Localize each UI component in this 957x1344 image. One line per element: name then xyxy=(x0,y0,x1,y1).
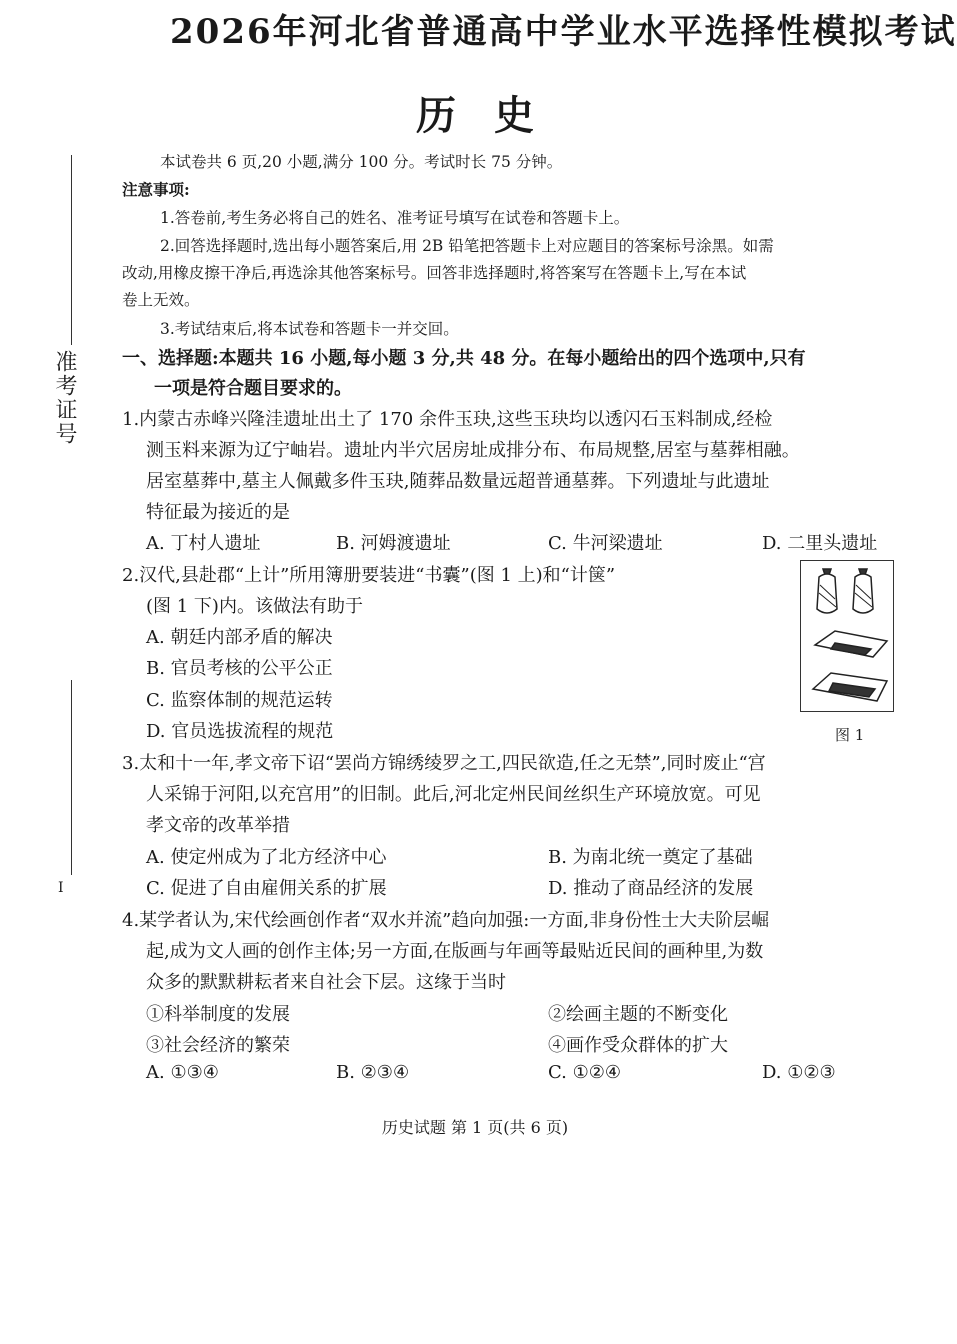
q1-stem-line-1: 1.内蒙古赤峰兴隆洼遗址出土了 170 余件玉玦,这些玉玦均以透闪石玉料制成,经检 xyxy=(122,409,773,430)
q1-option-c: C. 牛河梁遗址 xyxy=(548,533,663,554)
q2-option-d: D. 官员选拔流程的规范 xyxy=(146,721,334,742)
section-heading-line-1: 一、选择题:本题共 16 小题,每小题 3 分,共 48 分。在每小题给出的四个选项中,只有 xyxy=(122,348,806,369)
note-item-3: 3.考试结束后,将本试卷和答题卡一并交回。 xyxy=(160,320,459,338)
figure-1 xyxy=(800,560,894,712)
exam-intro: 本试卷共 6 页,20 小题,满分 100 分。考试时长 75 分钟。 xyxy=(160,153,563,171)
book-bag-left xyxy=(817,569,837,613)
q4-option-c: C. ①②④ xyxy=(548,1062,621,1083)
section-heading-line-2: 一项是符合题目要求的。 xyxy=(154,378,352,399)
q2-option-a: A. 朝廷内部矛盾的解决 xyxy=(146,627,333,648)
q1-option-a: A. 丁村人遗址 xyxy=(146,533,261,554)
q3-option-d: D. 推动了商品经济的发展 xyxy=(548,878,754,899)
note-item-2-line-3: 卷上无效。 xyxy=(122,291,200,309)
q1-stem-line-2: 测玉料来源为辽宁岫岩。遗址内半穴居房址成排分布、布局规整,居室与墓葬相融。 xyxy=(146,440,800,461)
q4-statement-1: ①科举制度的发展 xyxy=(146,1004,290,1025)
q3-option-b: B. 为南北统一奠定了基础 xyxy=(548,847,753,868)
q4-statement-3: ③社会经济的繁荣 xyxy=(146,1035,290,1056)
q3-option-c: C. 促进了自由雇佣关系的扩展 xyxy=(146,878,387,899)
figure-1-caption: 图 1 xyxy=(835,726,865,744)
page-footer: 历史试题 第 1 页(共 6 页) xyxy=(381,1118,569,1137)
side-mark: I xyxy=(58,880,64,896)
account-box-bottom xyxy=(813,673,887,701)
q2-option-c: C. 监察体制的规范运转 xyxy=(146,690,333,711)
q1-stem-line-4: 特征最为接近的是 xyxy=(146,502,290,523)
q1-stem-line-3: 居室墓葬中,墓主人佩戴多件玉玦,随葬品数量远超普通墓葬。下列遗址与此遗址 xyxy=(146,471,770,492)
account-box-top xyxy=(815,631,887,657)
q4-option-d: D. ①②③ xyxy=(762,1062,836,1083)
q2-stem-line-2: (图 1 下)内。该做法有助于 xyxy=(146,596,363,617)
q4-statement-2: ②绘画主题的不断变化 xyxy=(548,1004,728,1025)
q3-stem-line-3: 孝文帝的改革举措 xyxy=(146,815,290,836)
q1-option-d: D. 二里头遗址 xyxy=(762,533,878,554)
q3-stem-line-2: 人采锦于河阳,以充宫用”的旧制。此后,河北定州民间丝织生产环境放宽。可见 xyxy=(146,784,761,805)
note-item-1: 1.答卷前,考生务必将自己的姓名、准考证号填写在试卷和答题卡上。 xyxy=(160,209,630,227)
q1-option-b: B. 河姆渡遗址 xyxy=(336,533,451,554)
q4-stem-line-2: 起,成为文人画的创作主体;另一方面,在版画与年画等最贴近民间的画种里,为数 xyxy=(146,941,764,962)
side-divider-bottom xyxy=(71,680,72,875)
exam-number-label: 准考证号 xyxy=(52,350,77,446)
note-item-2-line-1: 2.回答选择题时,选出每小题答案后,用 2B 铅笔把答题卡上对应题目的答案标号涂黑。如需 xyxy=(160,237,774,255)
note-item-2-line-2: 改动,用橡皮擦干净后,再选涂其他答案标号。回答非选择题时,将答案写在答题卡上,写在本试 xyxy=(122,264,747,282)
q4-option-b: B. ②③④ xyxy=(336,1062,410,1083)
side-divider-top xyxy=(71,155,72,345)
subject-title: 历史 xyxy=(416,92,572,139)
q4-stem-line-3: 众多的默默耕耘者来自社会下层。这缘于当时 xyxy=(146,972,506,993)
q4-stem-line-1: 4.某学者认为,宋代绘画创作者“双水并流”趋向加强:一方面,非身份性士大夫阶层崛 xyxy=(122,910,770,931)
q3-stem-line-1: 3.太和十一年,孝文帝下诏“罢尚方锦绣绫罗之工,四民欲造,任之无禁”,同时废止“宫 xyxy=(122,753,766,774)
exam-top-title: 2026年河北省普通高中学业水平选择性模拟考试 xyxy=(170,12,957,52)
figure-1-drawing xyxy=(801,561,893,711)
q2-option-b: B. 官员考核的公平公正 xyxy=(146,658,333,679)
q2-stem-line-1: 2.汉代,县赴郡“上计”所用簿册要装进“书囊”(图 1 上)和“计箧” xyxy=(122,565,616,586)
q4-option-a: A. ①③④ xyxy=(146,1062,219,1083)
notes-title: 注意事项: xyxy=(122,180,190,199)
book-bag-right xyxy=(853,569,873,613)
q4-statement-4: ④画作受众群体的扩大 xyxy=(548,1035,728,1056)
q3-option-a: A. 使定州成为了北方经济中心 xyxy=(146,847,387,868)
